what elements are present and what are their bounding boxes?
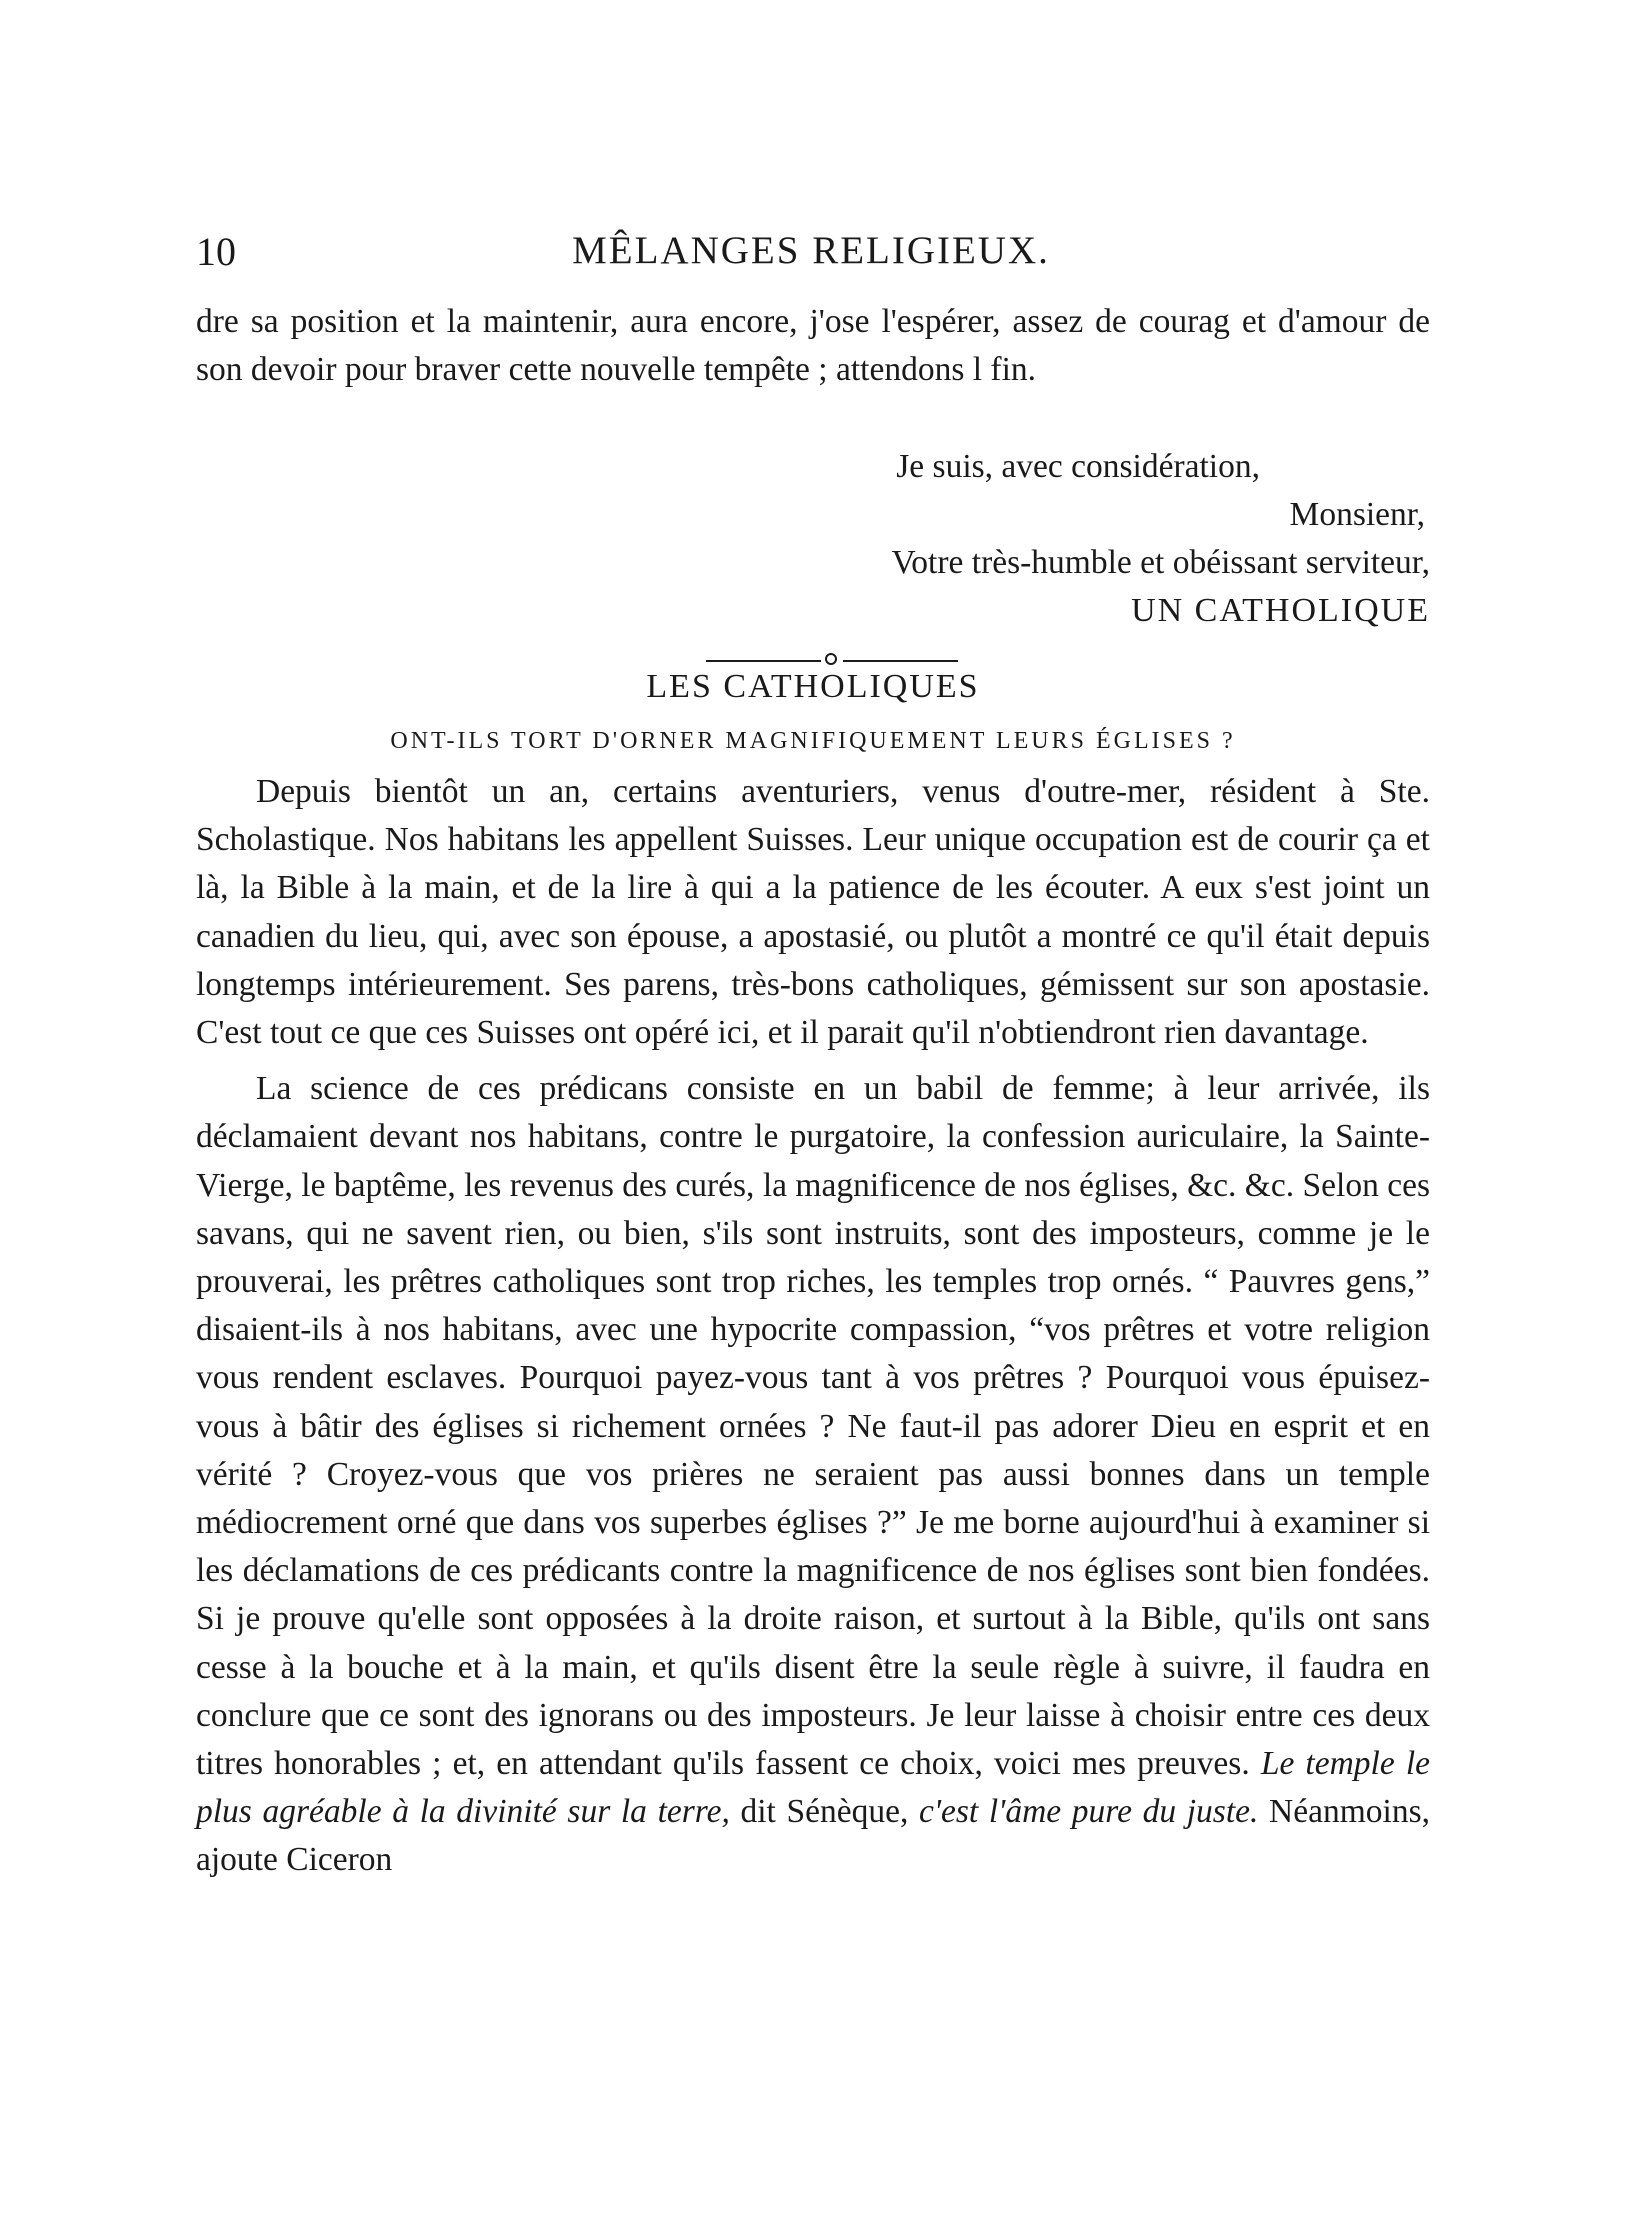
signature: UN CATHOLIQUE: [1131, 592, 1430, 629]
paragraph: [196, 1065, 1430, 1884]
quote-seneca-end: c'est l'âme pure du juste.: [918, 1793, 1259, 1831]
quote-seneca: Le temple le plus agréable à la divinité sur la terre,: [196, 1745, 1431, 1831]
closing-line-3: Votre très-humble et obéissant serviteur,: [891, 544, 1430, 581]
closing-salutation: Monsienr,: [1289, 496, 1425, 533]
paragraph-text: La science de ces prédicans consiste en un babil de femme; à leur arrivée, ils déclamaient devant nos habitans, contre le purgatoire, la confession auriculaire, la Sainte-Vierge, le baptême, les revenus des curés, la magnificence de nos églises, &c. &c. Selon ces savans, qui ne savent rien, ou bien, s'ils sont instruits, sont des imposteurs, comme je le prouverai, les prêtres catholiques sont trop riches, les temples trop ornés. “ Pauvres gens,” disaient-ils à nos habitans, avec une hypocrite compassion, “vos prêtres et votre religion vous rendent esclaves. Pourquoi payez-vous tant à vos prêtres ? Pourquoi vous épuisez-vous à bâtir des églises si richement ornées ? Ne faut-il pas adorer Dieu en esprit et en vérité ? Croyez-vous que vos prières ne seraient pas aussi bonnes dans un temple médiocrement orné que dans vos superbes églises ?” Je me borne aujourd'hui à examiner si les déclamations de ces prédicants contre la magnificence de nos églises sont bien fondées. Si je prouve qu'elle sont opposées à la droite raison, et surtout à la Bible, qu'ils ont sans cesse à la bouche et à la main, et qu'ils disent être la seule règle à suivre, il faudra en conclure que ce sont des ignorans ou des imposteurs. Je leur laisse à choisir entre ces deux titres honorables ; et, en attendant qu'ils fassent ce choix, voici mes preuves.: [196, 1070, 1430, 1783]
paragraph: Depuis bientôt un an, certains aventuriers, venus d'outre-mer, résident à Ste. Scholastique. Nos habitans les appellent Suisses. Leur unique occupation est de courir ça et là, la Bible à la main, et de la lire à qui a la patience de les écouter. A eux s'est joint un canadien du lieu, qui, avec son épouse, a apostasié, ou plutôt a montré ce qu'il était depuis longtemps intérieurement. Ses parens, très-bons catholiques, gémissent sur son apostasie. C'est tout ce que ces Suisses ont opéré ici, et il parait qu'il n'obtiendront rien davantage.: [196, 773, 1430, 1052]
section-divider: [706, 653, 958, 667]
running-head: MÊLANGES RELIGIEUX.: [572, 229, 1050, 272]
paragraph-text-end: Néanmoins, ajoute Ciceron: [196, 1793, 1430, 1879]
closing-line-1: Je suis, avec considération,: [896, 448, 1260, 485]
article-subtitle: ONT-ILS TORT D'ORNER MAGNIFIQUEMENT LEURS ÉGLISES ?: [390, 728, 1236, 754]
attribution: dit Sénèque,: [740, 1793, 909, 1831]
page-header: [196, 228, 1426, 278]
top-paragraph: dre sa position et la maintenir, aura encore, j'ose l'espérer, assez de courag et d'amour de son devoir pour braver cette nouvelle tempête ; attendons l fin.: [196, 303, 1430, 389]
letter-closing: [196, 443, 1430, 635]
article-title: LES CATHOLIQUES: [646, 668, 980, 705]
page-number: 10: [196, 229, 236, 274]
continued-paragraph: [196, 298, 1430, 394]
article-body: [196, 768, 1430, 1885]
